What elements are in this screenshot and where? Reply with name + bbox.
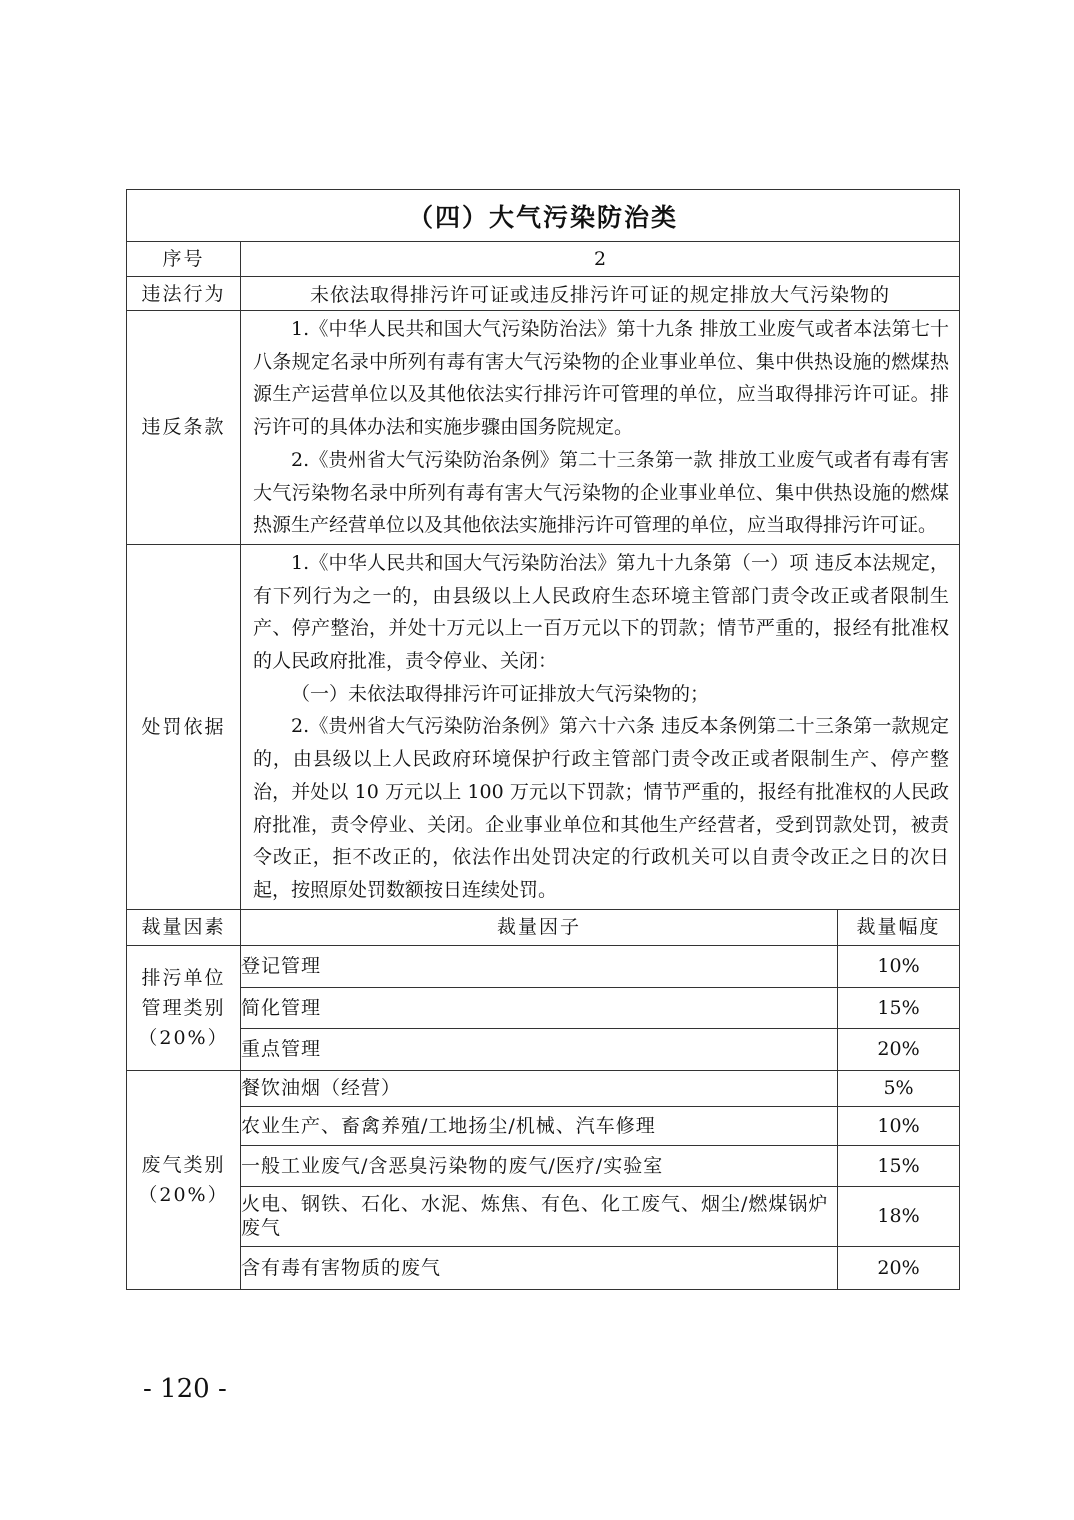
violated-para-2: 2.《贵州省大气污染防治条例》第二十三条第一款 排放工业废气或者有毒有害大气污染物名录中所列有毒有害大气污染物的企业事业单位、集中供热设施的燃煤热源生产经营单位以及其他依法实施排污许可管理的单位，应当取得排污许可证。 <box>253 448 950 537</box>
basis-para-1: 1.《中华人民共和国大气污染防治法》第九十九条第（一）项 违反本法规定，有下列行为之一的，由县级以上人民政府生态环境主管部门责令改正或者限制生产、停产整治，并处十万元以上一百万元以下的罚款；情节严重的，报经有批准权的人民政府批准，责令停业、关闭： <box>253 551 950 673</box>
basis-content <box>241 544 960 909</box>
range-cell: 10% <box>838 945 960 987</box>
range-cell: 20% <box>838 1246 960 1289</box>
factor-cell: 简化管理 <box>241 987 838 1028</box>
table-title: （四）大气污染防治类 <box>127 190 960 242</box>
basis-label: 处罚依据 <box>127 544 241 909</box>
page-number: - 120 - <box>143 1374 227 1404</box>
behavior-label: 违法行为 <box>127 277 241 311</box>
factor-cell: 重点管理 <box>241 1028 838 1070</box>
violated-content <box>241 311 960 545</box>
group-label-line: 废气类别 <box>141 1153 226 1176</box>
factor-cell: 含有毒有害物质的废气 <box>241 1246 838 1289</box>
seq-label: 序号 <box>127 242 241 277</box>
factor-header-label: 裁量因素 <box>127 909 241 945</box>
factor-cell: 火电、钢铁、石化、水泥、炼焦、有色、化工废气、烟尘/燃煤锅炉废气 <box>241 1186 838 1246</box>
group-label-exhaust <box>127 1070 241 1289</box>
group-label-line: （20%） <box>138 1026 229 1049</box>
range-cell: 18% <box>838 1186 960 1246</box>
behavior-value: 未依法取得排污许可证或违反排污许可证的规定排放大气污染物的 <box>241 277 960 311</box>
basis-para-2: （一）未依法取得排污许可证排放大气污染物的； <box>291 682 710 705</box>
range-cell: 10% <box>838 1106 960 1145</box>
range-cell: 20% <box>838 1028 960 1070</box>
group-label-management <box>127 945 241 1070</box>
factor-cell: 登记管理 <box>241 945 838 987</box>
range-cell: 15% <box>838 987 960 1028</box>
group-label-line: （20%） <box>138 1183 229 1206</box>
factor-cell: 餐饮油烟（经营） <box>241 1070 838 1106</box>
penalty-table <box>126 189 960 1290</box>
range-column-header: 裁量幅度 <box>838 909 960 945</box>
factor-cell: 农业生产、畜禽养殖/工地扬尘/机械、汽车修理 <box>241 1106 838 1145</box>
violated-para-1: 1.《中华人民共和国大气污染防治法》第十九条 排放工业废气或者本法第七十八条规定名录中所列有毒有害大气污染物的企业事业单位、集中供热设施的燃煤热源生产运营单位以及其他依法实行排污许可管理的单位，应当取得排污许可证。排污许可的具体办法和实施步骤由国务院规定。 <box>253 318 950 439</box>
group-label-line: 管理类别 <box>141 996 226 1019</box>
seq-value: 2 <box>241 242 960 277</box>
basis-para-3: 2.《贵州省大气污染防治条例》第六十六条 违反本条例第二十三条第一款规定的，由县级以上人民政府环境保护行政主管部门责令改正或者限制生产、停产整治，并处以 10 万元以上 100 万元以下罚款；情节严重的，报经有批准权的人民政府批准，责令停业、关闭。企业事业单位和其他生产经营者，受到罚款处罚，被责令改正，拒不改正的，依法作出处罚决定的行政机关可以自责令改正之日的次日起，按照原处罚数额按日连续处罚。 <box>253 715 950 901</box>
group-label-line: 排污单位 <box>141 966 226 989</box>
factor-cell: 一般工业废气/含恶臭污染物的废气/医疗/实验室 <box>241 1145 838 1186</box>
range-cell: 15% <box>838 1145 960 1186</box>
violated-label: 违反条款 <box>127 311 241 545</box>
factor-column-header: 裁量因子 <box>241 909 838 945</box>
range-cell: 5% <box>838 1070 960 1106</box>
